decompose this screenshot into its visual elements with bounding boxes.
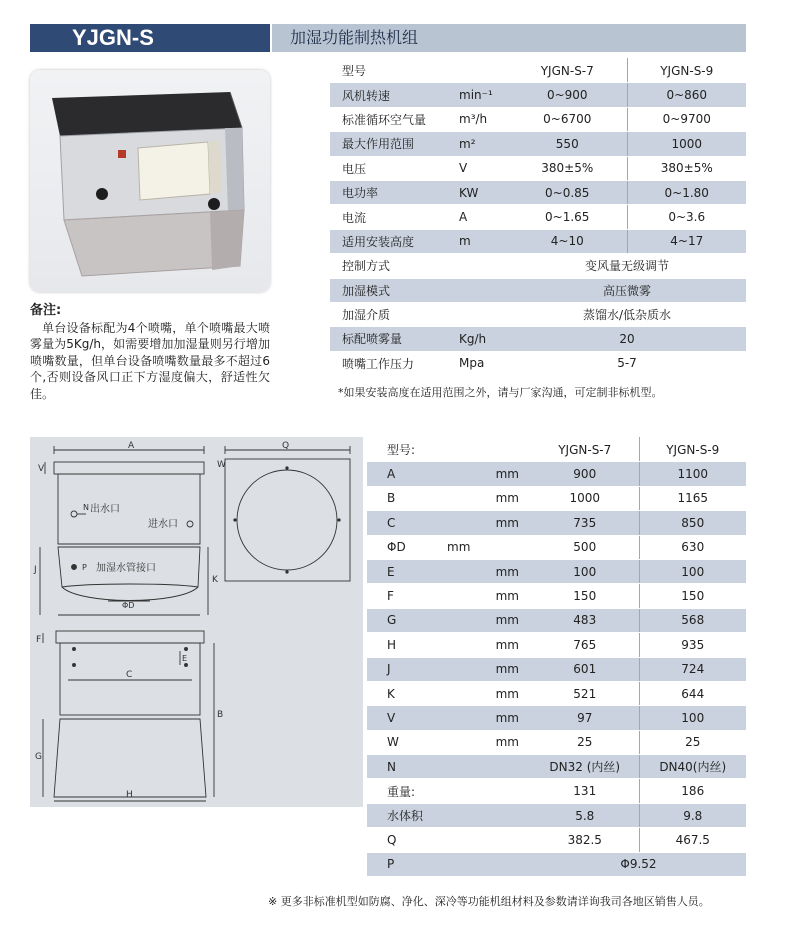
inlet-fitting (208, 198, 220, 210)
dim-row-v2: 1165 (639, 486, 746, 510)
spec-merged-row (330, 302, 746, 326)
dim-row-unit (447, 828, 531, 852)
dim-row-v1: 131 (531, 779, 639, 803)
dim-row-label: E (367, 559, 447, 583)
dim-row-v1: 150 (531, 584, 639, 608)
dim-row-v1: 500 (531, 535, 639, 559)
dim-label-C: C (126, 670, 133, 680)
product-illustration (30, 70, 270, 292)
dim-header-v1: YJGN-S-7 (531, 438, 639, 462)
model-title: YJGN-S (72, 25, 154, 50)
dim-row-v1: 765 (531, 633, 639, 657)
dim-label-K: K (212, 575, 218, 585)
dim-row-label: V (367, 706, 447, 730)
dim-row-label: N (367, 755, 447, 779)
spec-row-v1: 0~900 (508, 83, 627, 107)
spec-row-value: 蒸馏水/低杂质水 (508, 302, 746, 326)
bottom-base (54, 719, 206, 797)
model-title-bar (30, 24, 270, 52)
dim-label-H: H (126, 790, 133, 800)
spec-row-v1: 0~0.85 (508, 180, 627, 204)
dim-row (367, 462, 746, 486)
dim-row-v2: 100 (639, 559, 746, 583)
dim-row-v1: 735 (531, 511, 639, 535)
dim-label-D: ΦD (122, 601, 135, 610)
label-pipe: 加湿水管接口 (96, 563, 156, 574)
spec-table (330, 58, 746, 376)
pipe-mark (72, 565, 77, 570)
spec-row-v2: 380±5% (627, 156, 746, 180)
spec-row-value: 5-7 (508, 351, 746, 375)
dim-row-v2: 850 (639, 511, 746, 535)
inlet-mark (187, 521, 193, 527)
spec-row (330, 83, 746, 107)
spec-footnote: *如果安装高度在适用范围之外，请与厂家沟通，可定制非标机型。 (338, 386, 663, 399)
spec-row (330, 229, 746, 253)
spec-row-label: 标配喷雾量 (330, 327, 453, 351)
spec-row-unit: KW (453, 180, 508, 204)
dim-row-unit (447, 803, 531, 827)
dim-row-v2: 1100 (639, 462, 746, 486)
control-box (138, 142, 210, 200)
dim-row-unit (447, 779, 531, 803)
spec-row-unit: min⁻¹ (453, 83, 508, 107)
spec-row-label: 电压 (330, 156, 453, 180)
dim-row-label: A (367, 462, 447, 486)
dim-row-unit: mm (447, 633, 531, 657)
spec-row-label: 风机转速 (330, 83, 453, 107)
spec-row (330, 180, 746, 204)
dimension-drawing (30, 437, 363, 807)
dim-label-Q: Q (282, 441, 290, 451)
spec-row-label: 加湿模式 (330, 278, 453, 302)
spec-row-v1: 0~6700 (508, 107, 627, 131)
dim-row (367, 779, 746, 803)
dim-row-unit: mm (447, 462, 531, 486)
dim-header-label: 型号: (367, 438, 447, 462)
dim-row-unit: mm (447, 511, 531, 535)
dim-row (367, 633, 746, 657)
dim-row-v2: 724 (639, 657, 746, 681)
dim-merged-row (367, 852, 746, 876)
dim-row (367, 657, 746, 681)
dim-row-unit: mm (447, 657, 531, 681)
dim-row-v2: 935 (639, 633, 746, 657)
spec-header-unit (453, 59, 508, 83)
spec-merged-row (330, 351, 746, 375)
spec-header-row (330, 59, 746, 83)
dim-label-B: B (217, 710, 224, 720)
spec-row-unit (453, 254, 508, 278)
dim-row-v2: 644 (639, 681, 746, 705)
top-flange (54, 462, 204, 474)
dim-label-A: A (128, 441, 135, 451)
product-name: 加湿功能制热机组 (290, 28, 419, 47)
spec-row-unit: m² (453, 132, 508, 156)
dim-row-label: P (367, 852, 447, 876)
dim-row-v2: 630 (639, 535, 746, 559)
dim-header-unit (447, 438, 531, 462)
spec-row-v1: 550 (508, 132, 627, 156)
dim-row-label: F (367, 584, 447, 608)
dim-row-v2: 150 (639, 584, 746, 608)
dim-label-F: F (36, 635, 42, 645)
dim-label-W: W (217, 460, 226, 470)
spec-row-unit: m (453, 229, 508, 253)
dim-row-v2: 186 (639, 779, 746, 803)
spec-row-label: 控制方式 (330, 254, 453, 278)
dim-row-v1: 900 (531, 462, 639, 486)
spec-row-unit (453, 278, 508, 302)
dim-row (367, 511, 746, 535)
spec-row (330, 107, 746, 131)
label-inlet: 进水口 (148, 519, 178, 530)
spec-row-v2: 4~17 (627, 229, 746, 253)
spec-row-v2: 1000 (627, 132, 746, 156)
dim-row-v2: DN40(内丝) (639, 755, 746, 779)
note-title: 备注: (30, 303, 62, 318)
spec-row (330, 132, 746, 156)
spec-row-v1: 0~1.65 (508, 205, 627, 229)
dim-row-v2: 25 (639, 730, 746, 754)
spec-row-value: 变风量无级调节 (508, 254, 746, 278)
dim-row-label: H (367, 633, 447, 657)
dim-label-E: E (182, 654, 188, 663)
dim-row-label: B (367, 486, 447, 510)
dim-row-v1: 601 (531, 657, 639, 681)
dim-row-unit: mm (447, 584, 531, 608)
dim-label-J: J (34, 565, 37, 575)
spec-row-v1: 4~10 (508, 229, 627, 253)
spec-row (330, 156, 746, 180)
dim-row-value: Φ9.52 (531, 852, 746, 876)
dim-row-v1: 483 (531, 608, 639, 632)
dim-row-unit: mm (447, 608, 531, 632)
spec-row-unit (453, 302, 508, 326)
spec-row-v2: 0~3.6 (627, 205, 746, 229)
note-block (30, 303, 270, 402)
dim-row-v2: 467.5 (639, 828, 746, 852)
dim-row (367, 559, 746, 583)
dim-row-label: K (367, 681, 447, 705)
dim-row-v1: 97 (531, 706, 639, 730)
spec-row-value: 高压微雾 (508, 278, 746, 302)
dim-row-label: W (367, 730, 447, 754)
spec-row-label: 电流 (330, 205, 453, 229)
dim-row-v2: 9.8 (639, 803, 746, 827)
dim-label-P: P (82, 563, 87, 572)
dim-row (367, 486, 746, 510)
spec-row-value: 20 (508, 327, 746, 351)
spec-row-unit: Kg/h (453, 327, 508, 351)
top-body (58, 474, 200, 544)
note-body: 单台设备标配为4个喷嘴，单个喷嘴最大喷雾量为5Kg/h，如需要增加加湿量则另行增加喷嘴数量，但单台设备喷嘴数量最多不超过6个,否则设备风口正下方湿度偏大，舒适性欠佳。 (30, 320, 270, 401)
bottom-flange (56, 631, 204, 643)
outlet-fitting (96, 188, 108, 200)
outlet-mark (71, 511, 77, 517)
dim-row-v1: 382.5 (531, 828, 639, 852)
dim-row (367, 681, 746, 705)
spec-row-v2: 0~860 (627, 83, 746, 107)
spec-header-label: 型号 (330, 59, 453, 83)
dim-row-v2: 100 (639, 706, 746, 730)
dim-row (367, 755, 746, 779)
dim-label-V: V (38, 464, 45, 474)
bottom-note: ※ 更多非标准机型如防腐、净化、深冷等功能机组材料及参数请详询我司各地区销售人员。 (268, 895, 710, 908)
spec-row-unit: Mpa (453, 351, 508, 375)
dim-row (367, 584, 746, 608)
dim-row (367, 608, 746, 632)
dim-row (367, 803, 746, 827)
spec-merged-row (330, 254, 746, 278)
dim-row (367, 706, 746, 730)
spec-row-label: 喷嘴工作压力 (330, 351, 453, 375)
mid-curve (62, 587, 198, 601)
spec-row-label: 适用安装高度 (330, 229, 453, 253)
spec-header-v1: YJGN-S-7 (508, 59, 627, 83)
dim-row-v1: 100 (531, 559, 639, 583)
dim-row-v1: DN32 (内丝) (531, 755, 639, 779)
dim-row (367, 828, 746, 852)
dim-row-v1: 521 (531, 681, 639, 705)
dim-header-v2: YJGN-S-9 (639, 438, 746, 462)
dim-row-label: C (367, 511, 447, 535)
label-outlet: 出水口 (90, 504, 120, 515)
spec-merged-row (330, 327, 746, 351)
product-photo (30, 70, 270, 292)
dim-row-unit (447, 852, 531, 876)
spec-row-unit: m³/h (453, 107, 508, 131)
dim-row-label: J (367, 657, 447, 681)
dim-row (367, 535, 746, 559)
dim-row-v2: 568 (639, 608, 746, 632)
spec-merged-row (330, 278, 746, 302)
dim-row-v1: 1000 (531, 486, 639, 510)
spec-row-label: 电功率 (330, 180, 453, 204)
spec-row-v1: 380±5% (508, 156, 627, 180)
dim-header-row (367, 438, 746, 462)
spec-row-label: 最大作用范围 (330, 132, 453, 156)
dim-row-v1: 25 (531, 730, 639, 754)
dim-row-unit: mm (447, 681, 531, 705)
unit-side-shade (225, 128, 244, 212)
spec-row-unit: A (453, 205, 508, 229)
top-view-square (225, 459, 350, 581)
spec-header-v2: YJGN-S-9 (627, 59, 746, 83)
brand-label (118, 150, 126, 158)
product-name-bar (272, 24, 746, 52)
dim-label-G: G (35, 752, 42, 762)
dim-row-label: ΦD (367, 535, 447, 559)
dim-row-label: Q (367, 828, 447, 852)
dim-row-unit: mm (447, 730, 531, 754)
dim-row-label: 重量: (367, 779, 447, 803)
spec-row-unit: V (453, 156, 508, 180)
dim-label-N: N (83, 503, 89, 512)
dimension-table (367, 437, 746, 877)
dim-row-unit: mm (447, 535, 531, 559)
spec-row-v2: 0~1.80 (627, 180, 746, 204)
dim-row-label: G (367, 608, 447, 632)
spec-row-label: 标准循环空气量 (330, 107, 453, 131)
spec-row-v2: 0~9700 (627, 107, 746, 131)
spec-row-label: 加湿介质 (330, 302, 453, 326)
dim-row-v1: 5.8 (531, 803, 639, 827)
top-view-circle (237, 470, 337, 570)
dim-row-label: 水体积 (367, 803, 447, 827)
dim-row-unit: mm (447, 486, 531, 510)
dim-row-unit: mm (447, 706, 531, 730)
dim-row-unit (447, 755, 531, 779)
dim-row-unit: mm (447, 559, 531, 583)
spec-row (330, 205, 746, 229)
dim-row (367, 730, 746, 754)
